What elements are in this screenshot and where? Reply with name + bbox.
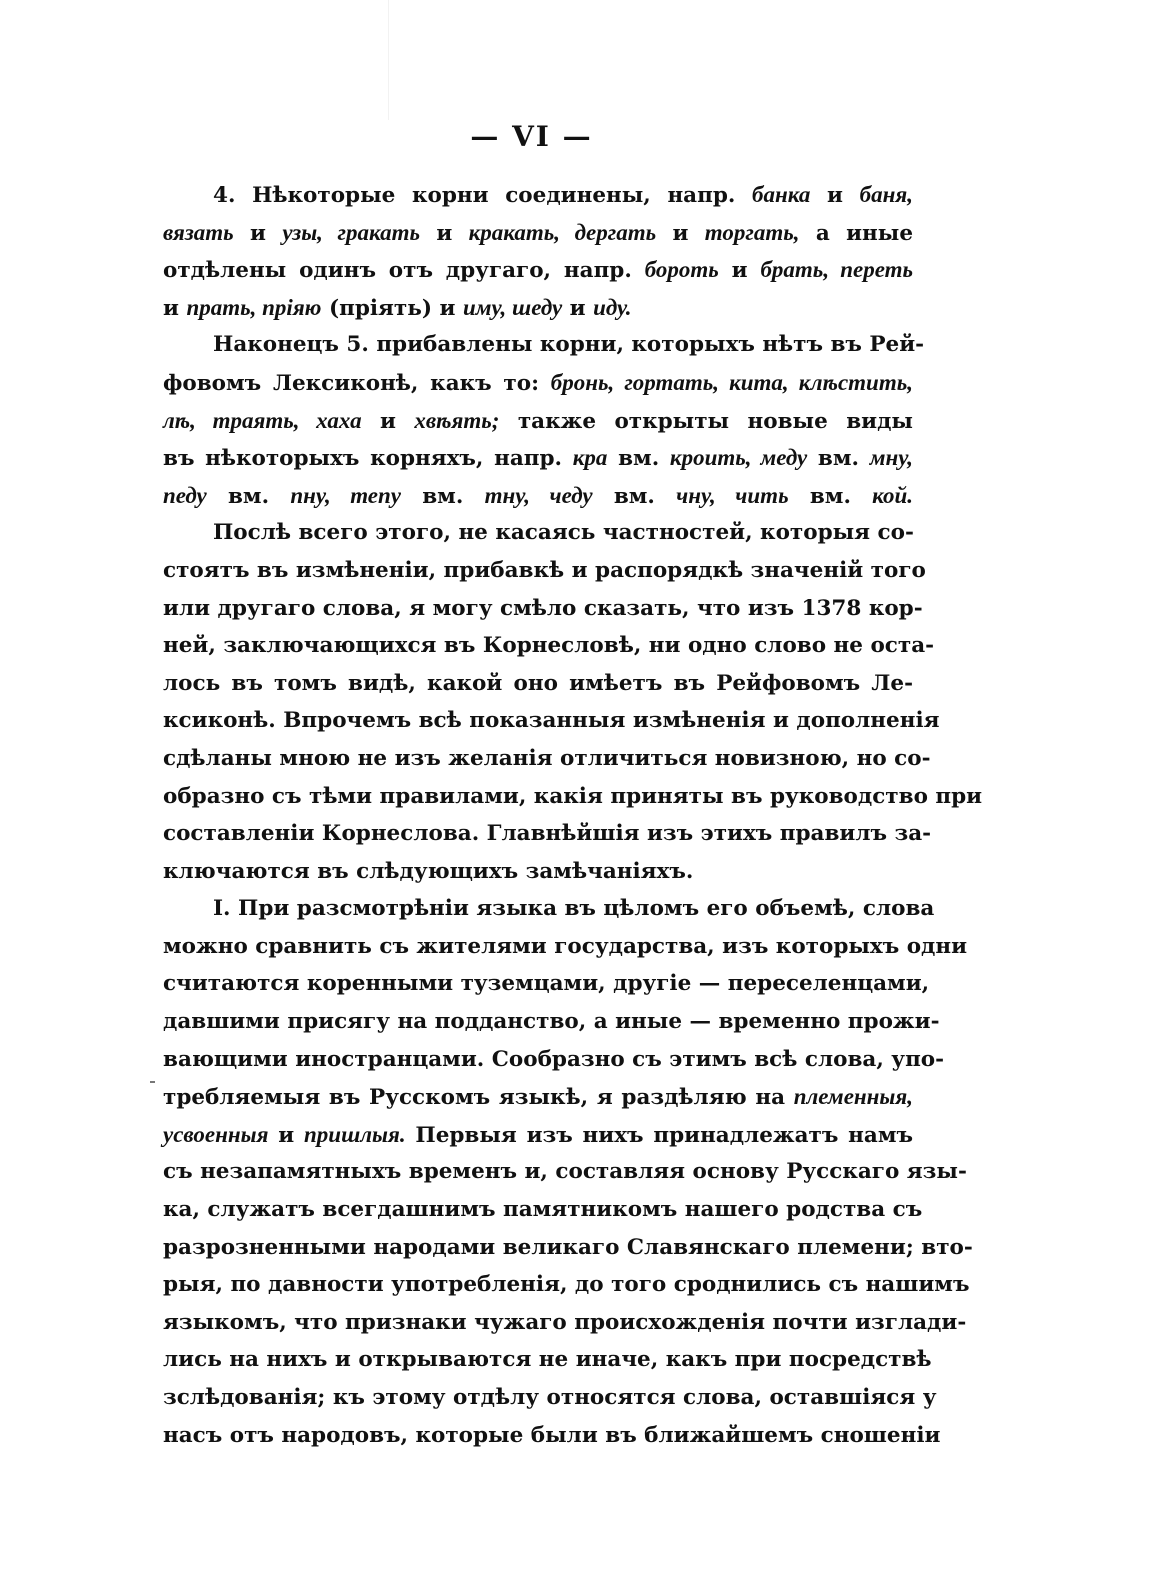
text-run: а иные <box>799 220 914 246</box>
text-run: фовомъ Лексиконѣ, какъ то: <box>163 370 551 396</box>
italic-word: хвѣять; <box>414 407 500 433</box>
text-run: зслѣдованiя; къ этому отдѣлу относятся слова, оставшiяся у <box>163 1385 937 1410</box>
text-run: Первыя изъ нихъ принадлежатъ намъ <box>405 1122 913 1148</box>
text-line <box>163 965 930 1003</box>
italic-word: бронь, гортать, кита, клѣстить, <box>550 369 913 395</box>
italic-word: кроить, меду <box>669 445 808 471</box>
text-line <box>163 853 913 891</box>
italic-word: торгать, <box>704 219 800 245</box>
text-line <box>163 402 913 440</box>
text-line <box>163 289 913 327</box>
text-line <box>163 176 913 214</box>
text-run: и <box>562 295 594 321</box>
italic-word: прать, прiяю <box>186 294 322 320</box>
text-run: съ незапамятныхъ временъ и, составляя основу Русскаго язы- <box>163 1159 967 1185</box>
text-line <box>163 214 913 252</box>
text-line <box>163 1116 913 1154</box>
text-line <box>163 251 913 289</box>
text-run: и <box>233 220 283 246</box>
scan-gutter-line <box>388 0 389 120</box>
text-run: 4. Нѣкоторые корни соединены, напр. <box>213 183 753 208</box>
text-run: или другаго слова, я могу смѣло сказать, что изъ 1378 кор- <box>163 595 923 621</box>
text-line <box>163 326 925 364</box>
text-line <box>163 1304 967 1342</box>
italic-word: пришлыя. <box>304 1121 406 1147</box>
italic-word: кой. <box>872 482 913 508</box>
text-run: образно съ тѣми правилами, какiя приняты въ руководство при <box>163 783 983 809</box>
text-run: Наконецъ 5. прибавлены корни, которыхъ нѣтъ въ Рей- <box>213 332 925 358</box>
italic-word: кра <box>572 445 608 471</box>
text-run: отдѣлены одинъ отъ другаго, напр. <box>163 258 645 284</box>
text-run: вм. <box>607 446 670 472</box>
text-line <box>163 1153 967 1191</box>
text-run: сдѣланы мною не изъ желанiя отличиться новизною, но со- <box>163 745 931 771</box>
text-run: вающими иностранцами. Сообразно съ этимъ всѣ слова, упо- <box>163 1046 945 1072</box>
italic-word: иму, шеду <box>462 294 563 320</box>
text-run: требляемыя въ Русскомъ языкѣ, я раздѣляю на <box>163 1085 794 1111</box>
text-run: ключаются въ слѣдующихъ замѣчанiяхъ. <box>163 858 694 884</box>
text-run: ней, заключающихся въ Корнесловѣ, ни одно слово не оста- <box>163 633 935 659</box>
text-line <box>163 514 913 552</box>
text-run: и <box>361 408 415 434</box>
text-line <box>163 439 913 477</box>
text-run: (прiять) и <box>321 295 463 321</box>
italic-word: баня, <box>859 182 913 207</box>
italic-word: бороть <box>644 257 719 283</box>
text-run: считаются коренными туземцами, другiе — переселенцами, <box>163 971 930 997</box>
italic-word: педу <box>163 482 207 508</box>
text-run: и <box>420 220 469 246</box>
italic-word: лѣ, траять, хаха <box>163 407 362 433</box>
text-line <box>163 740 931 778</box>
text-run: можно сравнить съ жителями государства, изъ которыхъ одни <box>163 933 968 959</box>
text-line <box>163 1078 913 1116</box>
text-run: Послѣ всего этого, не касаясь частностей, которыя со- <box>213 520 914 546</box>
italic-word: племенныя, <box>793 1084 913 1110</box>
italic-word: мну, <box>869 445 914 471</box>
text-line <box>163 1266 970 1304</box>
text-line <box>163 1191 923 1229</box>
italic-word: вязать <box>163 219 234 245</box>
italic-word: узы, гракать <box>282 219 420 245</box>
text-run: и <box>268 1122 304 1148</box>
text-run: вм. <box>807 446 870 472</box>
text-run: языкомъ, что признаки чужаго происхожденiя почти изглади- <box>163 1309 967 1335</box>
page-header: — VI — <box>470 120 593 153</box>
text-line <box>163 477 913 515</box>
text-run: и <box>810 183 860 208</box>
text-run: давшими присягу на подданство, а иные — временно прожи- <box>163 1009 940 1035</box>
text-run: также открыты новые виды <box>499 408 913 434</box>
text-line <box>163 1417 941 1455</box>
text-line <box>163 1003 940 1041</box>
text-line <box>163 815 932 853</box>
text-run: разрозненными народами великаго Славянскаго племени; вто- <box>163 1234 973 1260</box>
italic-word: чну, чить <box>676 482 789 508</box>
text-line <box>163 778 983 816</box>
text-line <box>163 1041 945 1079</box>
text-line <box>163 1379 937 1417</box>
text-line <box>163 627 935 665</box>
text-line <box>163 928 968 966</box>
text-run: вм. <box>206 483 291 509</box>
text-line <box>163 702 940 740</box>
text-run: въ нѣкоторыхъ корняхъ, напр. <box>163 446 573 472</box>
text-line <box>163 552 926 590</box>
text-run: лись на нихъ и открываются не иначе, какъ при посредствѣ <box>163 1347 932 1373</box>
text-run: и <box>718 258 761 284</box>
text-line <box>163 590 923 628</box>
text-run: ксиконѣ. Впрочемъ всѣ показанныя измѣненiя и дополненiя <box>163 708 940 734</box>
text-run: стоятъ въ измѣненiи, прибавкѣ и распорядкѣ значенiй того <box>163 557 926 583</box>
italic-word: кракать, дергать <box>468 219 657 245</box>
text-run: рыя, по давности употребленiя, до того сроднились съ нашимъ <box>163 1272 970 1298</box>
text-run: и <box>656 220 705 246</box>
text-run: лось въ томъ видѣ, какой оно имѣетъ въ Рейфовомъ Ле- <box>163 670 913 696</box>
text-run: насъ отъ народовъ, которые были въ ближайшемъ сношенiи <box>163 1422 941 1448</box>
text-line <box>163 1229 973 1267</box>
text-run: вм. <box>592 483 677 509</box>
italic-word: тну, чеду <box>484 482 593 508</box>
text-line <box>163 364 913 402</box>
text-line <box>163 890 935 928</box>
italic-word: брать, переть <box>760 257 913 283</box>
text-run: составленiи Корнеслова. Главнѣйшiя изъ этихъ правилъ за- <box>163 821 932 847</box>
body-text <box>163 176 983 1454</box>
italic-word: усвоенныя <box>163 1121 269 1147</box>
text-line <box>163 1341 932 1379</box>
text-run: вм. <box>788 483 873 509</box>
italic-word: пну, тепу <box>290 482 401 508</box>
text-line <box>163 665 913 703</box>
italic-word: иду. <box>593 294 632 320</box>
text-run: вм. <box>401 483 485 509</box>
text-run: и <box>163 295 187 321</box>
text-run: I. При разсмотрѣнiи языка въ цѣломъ его объемѣ, слова <box>213 896 935 922</box>
margin-mark <box>150 1081 155 1083</box>
text-run: ка, служатъ всегдашнимъ памятникомъ нашего родства съ <box>163 1197 923 1223</box>
italic-word: банка <box>752 182 811 207</box>
